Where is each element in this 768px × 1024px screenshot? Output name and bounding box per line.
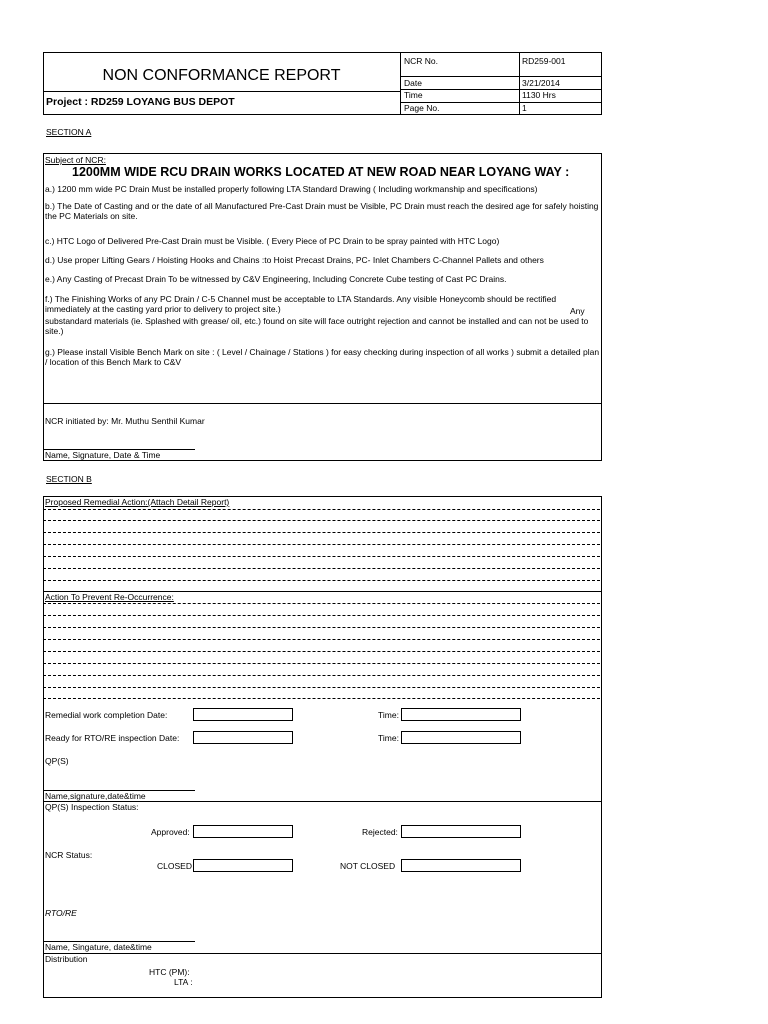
inspection-status-label: QP(S) Inspection Status:: [45, 802, 139, 812]
ready-time-label: Time:: [378, 733, 399, 743]
prevent-label: Action To Prevent Re-Occurrence:: [45, 592, 174, 602]
remedial-line[interactable]: [43, 532, 600, 533]
ready-time-field[interactable]: [401, 731, 521, 744]
prevent-line[interactable]: [43, 639, 600, 640]
htc-label: HTC (PM):: [149, 967, 190, 977]
completion-label: Remedial work completion Date:: [45, 710, 168, 720]
subject-label: Subject of NCR:: [45, 155, 106, 165]
page-no-label: Page No.: [404, 103, 440, 113]
ncr-no-value: RD259-001: [522, 56, 566, 66]
prevent-line[interactable]: [43, 675, 600, 676]
completion-time-field[interactable]: [401, 708, 521, 721]
date-value: 3/21/2014: [522, 78, 560, 88]
item-f-any: Any: [570, 306, 585, 316]
approved-field[interactable]: [193, 825, 293, 838]
prevent-line[interactable]: [43, 687, 600, 688]
rto-label: RTO/RE: [45, 908, 77, 918]
item-g: g.) Please install Visible Bench Mark on site : ( Level / Chainage / Stations ) for easy checking during inspection of all works ) submit a detailed plan / location of this Bench Mark to C&V: [45, 347, 600, 367]
time-label: Time: [404, 90, 423, 100]
header-divider: [400, 52, 401, 115]
remedial-label: Proposed Remedial Action:(Attach Detail Report): [45, 497, 230, 507]
item-d: d.) Use proper Lifting Gears / Hoisting Hooks and Chains :to Hoist Precast Drains, PC- Inlet Chambers C-Channel Pallets and others: [45, 255, 544, 265]
prevent-line[interactable]: [43, 698, 600, 699]
item-a: a.) 1200 mm wide PC Drain Must be installed properly following LTA Standard Drawing ( Including workmanship and specifications): [45, 184, 538, 194]
header-row-line: [400, 89, 602, 90]
completion-time-label: Time:: [378, 710, 399, 720]
remedial-line[interactable]: [43, 580, 600, 581]
initiated-by: NCR initiated by: Mr. Muthu Senthil Kumar: [45, 416, 205, 426]
not-closed-label: NOT CLOSED: [340, 861, 396, 871]
qps-label: QP(S): [45, 756, 69, 766]
item-b: b.) The Date of Casting and or the date of all Manufactured Pre-Cast Drain must be Visible, PC Drain must reach the desired age for safely hoisting the PC Materials on site.: [45, 201, 599, 221]
ready-date-field[interactable]: [193, 731, 293, 744]
remedial-line: [43, 520, 600, 521]
signature-label: Name, Signature, Date & Time: [45, 450, 161, 460]
prevent-line: [43, 603, 600, 604]
prevent-line[interactable]: [43, 615, 600, 616]
lta-label: LTA :: [174, 977, 193, 987]
distribution-label: Distribution: [45, 954, 88, 964]
distribution-divider: [43, 953, 602, 954]
approved-label: Approved:: [151, 827, 190, 837]
remedial-line[interactable]: [43, 544, 600, 545]
section-a-divider: [43, 403, 602, 404]
header-divider-2: [519, 52, 520, 115]
ncr-no-label: NCR No.: [404, 56, 439, 66]
rejected-label: Rejected:: [362, 827, 398, 837]
page-no-value: 1: [522, 103, 527, 113]
header-title-line: [43, 91, 400, 92]
section-a-heading: SECTION A: [46, 127, 92, 137]
rto-signature-label: Name, Singature, date&time: [45, 942, 152, 952]
prevent-line[interactable]: [43, 651, 600, 652]
closed-field[interactable]: [193, 859, 293, 872]
header-row-line: [400, 76, 602, 77]
remedial-line: [43, 509, 600, 510]
prevent-line[interactable]: [43, 627, 600, 628]
rejected-field[interactable]: [401, 825, 521, 838]
closed-label: CLOSED: [157, 861, 192, 871]
ready-label: Ready for RTO/RE inspection Date:: [45, 733, 180, 743]
completion-date-field[interactable]: [193, 708, 293, 721]
subject-title: 1200MM WIDE RCU DRAIN WORKS LOCATED AT NEW ROAD NEAR LOYANG WAY :: [72, 165, 570, 179]
date-label: Date: [404, 78, 422, 88]
item-e: e.) Any Casting of Precast Drain To be witnessed by C&V Engineering, Including Concrete Cube testing of Cast PC Drains.: [45, 274, 507, 284]
report-title: NON CONFORMANCE REPORT: [102, 67, 341, 84]
remedial-line[interactable]: [43, 568, 600, 569]
qps-signature-label: Name,signature,date&time: [45, 791, 146, 801]
section-b-heading: SECTION B: [46, 474, 92, 484]
item-f: f.) The Finishing Works of any PC Drain / C-5 Channel must be acceptable to LTA Standards. Any visible Honeycomb should be rectified immediately at the casting yard prior to delivery to project site.): [45, 294, 557, 314]
remedial-line[interactable]: [43, 556, 600, 557]
not-closed-field[interactable]: [401, 859, 521, 872]
prevent-line[interactable]: [43, 663, 600, 664]
ncr-status-label: NCR Status:: [45, 850, 93, 860]
section-b-box: [43, 496, 602, 998]
project-name: Project : RD259 LOYANG BUS DEPOT: [46, 96, 235, 108]
item-f-cont: substandard materials (ie. Splashed with grease/ oil, etc.) found on site will face outright rejection and cannot be installed and can not be used to site.): [45, 316, 589, 336]
item-c: c.) HTC Logo of Delivered Pre-Cast Drain must be Visible. ( Every Piece of PC Drain to be spray painted with HTC Logo): [45, 236, 500, 246]
time-value: 1130 Hrs: [522, 90, 556, 100]
